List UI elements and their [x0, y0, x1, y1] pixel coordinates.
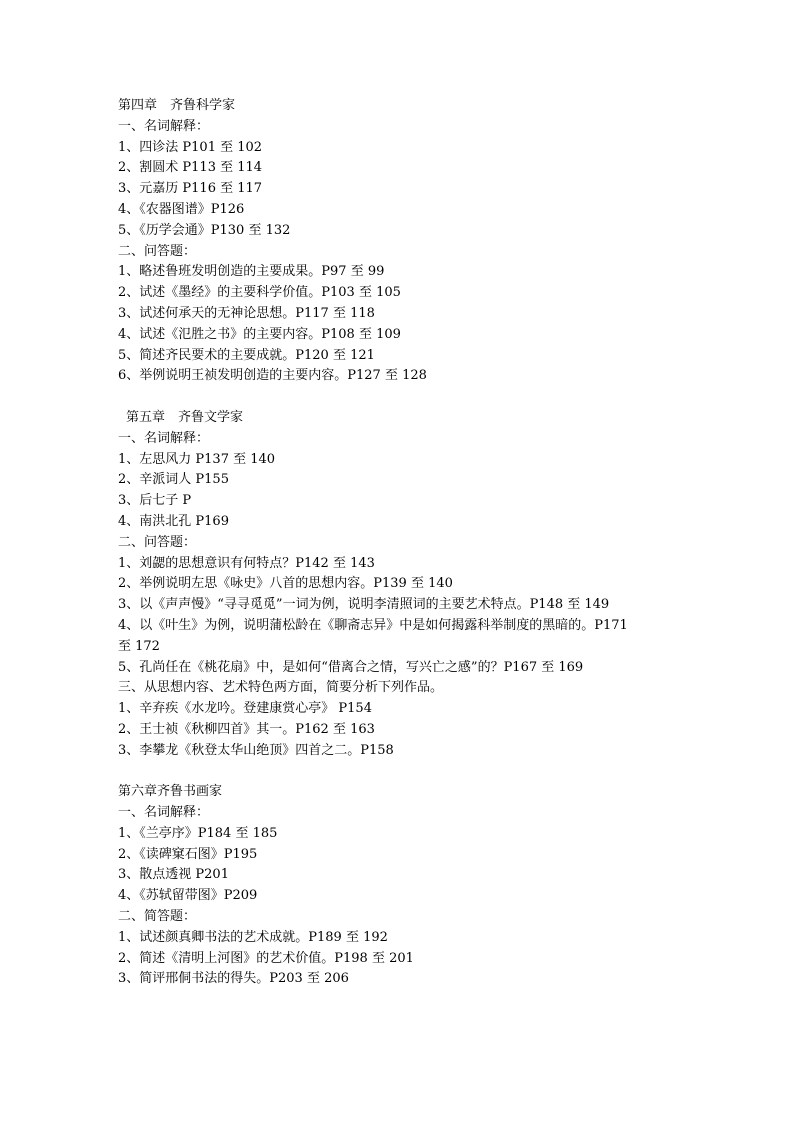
section-chapter-4	[118, 96, 678, 387]
list-item: 2、割圆术 P113 至 114	[118, 160, 263, 176]
section-chapter-5	[118, 408, 678, 762]
list-item: 4、南洪北孔 P169	[118, 513, 229, 529]
document-page	[118, 96, 678, 990]
list-item: 3、以《声声慢》“寻寻觅觅”一词为例，说明李清照词的主要艺术特点。P148 至 149	[118, 597, 610, 613]
subheading: 一、名词解释：	[118, 805, 210, 821]
subheading: 一、名词解释：	[118, 430, 210, 446]
subheading: 二、问答题：	[118, 534, 197, 550]
list-item: 3、试述何承天的无神论思想。P117 至 118	[118, 305, 375, 321]
list-item: 1、《兰亭序》P184 至 185	[118, 825, 278, 841]
list-item: 5、《历学会通》P130 至 132	[118, 222, 291, 238]
list-item: 2、辛派词人 P155	[118, 472, 229, 488]
list-item: 2、简述《清明上河图》的艺术价值。P198 至 201	[118, 950, 414, 966]
subheading: 三、从思想内容、艺术特色两方面，简要分析下列作品。	[118, 680, 444, 696]
list-item: 3、简评邢侗书法的得失。P203 至 206	[118, 971, 349, 987]
list-item-continuation: 至 172	[118, 638, 160, 654]
list-item: 1、辛弃疾《水龙吟。登建康赏心亭》 P154	[118, 701, 372, 717]
subheading: 二、问答题：	[118, 243, 197, 259]
list-item: 6、举例说明王祯发明创造的主要内容。P127 至 128	[118, 368, 427, 384]
list-item: 3、散点透视 P201	[118, 867, 229, 883]
chapter-title: 第五章 齐鲁文学家	[126, 409, 244, 425]
chapter-title: 第六章齐鲁书画家	[118, 784, 223, 800]
list-item: 3、李攀龙《秋登太华山绝顶》四首之二。P158	[118, 742, 394, 758]
list-item: 1、略述鲁班发明创造的主要成果。P97 至 99	[118, 264, 385, 280]
list-item: 2、《读碑窠石图》P195	[118, 846, 258, 862]
list-item: 4、以《叶生》为例，说明蒲松龄在《聊斋志异》中是如何揭露科举制度的黑暗的。P171	[118, 617, 628, 633]
list-item: 5、简述齐民要术的主要成就。P120 至 121	[118, 347, 375, 363]
list-item: 4、《苏轼留带图》P209	[118, 888, 258, 904]
list-item: 3、元嘉历 P116 至 117	[118, 181, 263, 197]
subheading: 二、简答题：	[118, 909, 197, 925]
list-item: 2、王士祯《秋柳四首》其一。P162 至 163	[118, 721, 375, 737]
section-spacer	[118, 762, 678, 783]
list-item: 5、孔尚任在《桃花扇》中，是如何“借离合之情，写兴亡之感”的？P167 至 169	[118, 659, 584, 675]
list-item: 3、后七子 P	[118, 493, 192, 509]
list-item: 1、试述颜真卿书法的艺术成就。P189 至 192	[118, 929, 388, 945]
list-item: 4、《农器图谱》P126	[118, 201, 245, 217]
list-item: 2、举例说明左思《咏史》八首的思想内容。P139 至 140	[118, 576, 453, 592]
list-item: 1、刘勰的思想意识有何特点？P142 至 143	[118, 555, 375, 571]
section-chapter-6	[118, 782, 678, 990]
list-item: 1、四诊法 P101 至 102	[118, 139, 263, 155]
list-item: 1、左思风力 P137 至 140	[118, 451, 276, 467]
subheading: 一、名词解释：	[118, 118, 210, 134]
list-item: 4、试述《氾胜之书》的主要内容。P108 至 109	[118, 326, 401, 342]
section-spacer	[118, 387, 678, 408]
chapter-title: 第四章 齐鲁科学家	[118, 98, 236, 113]
list-item: 2、试述《墨经》的主要科学价值。P103 至 105	[118, 285, 401, 301]
